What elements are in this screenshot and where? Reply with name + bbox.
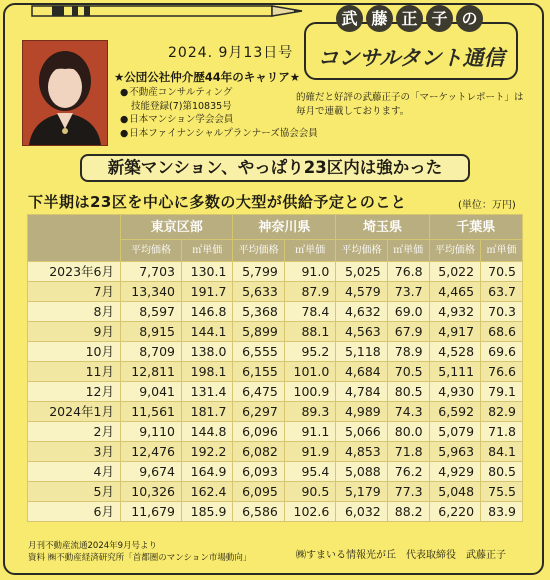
unit-price-cell: 88.1 [284, 322, 335, 342]
avg-price-cell: 11,561 [121, 402, 182, 422]
column-header: ㎡単価 [182, 240, 233, 262]
period-cell: 7月 [28, 282, 121, 302]
subtitle: 下半期は23区を中心に多数の大型が供給予定とのこと [28, 193, 407, 211]
unit-price-cell: 74.3 [387, 402, 429, 422]
credential-item: ● 日本ファイナンシャルプランナーズ協会会員 [120, 127, 318, 141]
unit-price-cell: 75.5 [481, 482, 523, 502]
period-cell: 2024年1月 [28, 402, 121, 422]
name-char: の [456, 5, 483, 32]
portrait-photo [22, 40, 108, 146]
author-name [336, 5, 483, 32]
credential-item: 技能登録(7)第10835号 [131, 100, 232, 112]
avg-price-cell: 4,528 [429, 342, 480, 362]
period-cell: 8月 [28, 302, 121, 322]
avg-price-cell: 4,929 [429, 462, 480, 482]
avg-price-cell: 12,811 [121, 362, 182, 382]
unit-price-cell: 76.6 [481, 362, 523, 382]
unit-price-cell: 138.0 [182, 342, 233, 362]
unit-price-cell: 144.8 [182, 422, 233, 442]
unit-price-cell: 95.4 [284, 462, 335, 482]
table-row [28, 482, 523, 502]
avg-price-cell: 5,048 [429, 482, 480, 502]
table-row [28, 362, 523, 382]
region-header: 埼玉県 [336, 215, 429, 240]
period-cell: 5月 [28, 482, 121, 502]
avg-price-cell: 8,709 [121, 342, 182, 362]
period-cell: 11月 [28, 362, 121, 382]
avg-price-cell: 4,684 [336, 362, 387, 382]
column-header: ㎡単価 [284, 240, 335, 262]
source-line: 資料 ㈱不動産経済研究所「首都圏のマンション市場動向」 [28, 552, 252, 563]
column-header: 平均価格 [121, 240, 182, 262]
column-header: 平均価格 [429, 240, 480, 262]
avg-price-cell: 6,475 [233, 382, 284, 402]
name-char: 正 [396, 5, 423, 32]
table-row [28, 322, 523, 342]
table-row [28, 422, 523, 442]
unit-price-cell: 71.8 [481, 422, 523, 442]
avg-price-cell: 6,586 [233, 502, 284, 522]
avg-price-cell: 10,326 [121, 482, 182, 502]
unit-price-cell: 71.8 [387, 442, 429, 462]
avg-price-cell: 5,079 [429, 422, 480, 442]
unit-price-cell: 80.0 [387, 422, 429, 442]
avg-price-cell: 6,032 [336, 502, 387, 522]
column-header: ㎡単価 [481, 240, 523, 262]
column-title: コンサルタント通信 [317, 46, 505, 70]
avg-price-cell: 6,555 [233, 342, 284, 362]
name-char: 藤 [366, 5, 393, 32]
period-cell: 12月 [28, 382, 121, 402]
avg-price-cell: 6,095 [233, 482, 284, 502]
table-row [28, 502, 523, 522]
unit-price-cell: 91.9 [284, 442, 335, 462]
avg-price-cell: 4,784 [336, 382, 387, 402]
avg-price-cell: 5,022 [429, 262, 480, 282]
unit-price-cell: 84.1 [481, 442, 523, 462]
company-signature: ㈱すまいる情報光が丘 代表取締役 武藤正子 [296, 550, 506, 561]
table-row [28, 382, 523, 402]
avg-price-cell: 4,853 [336, 442, 387, 462]
avg-price-cell: 5,963 [429, 442, 480, 462]
unit-price-cell: 162.4 [182, 482, 233, 502]
table-row [28, 462, 523, 482]
market-table [27, 214, 523, 522]
avg-price-cell: 5,088 [336, 462, 387, 482]
column-header: 平均価格 [233, 240, 284, 262]
avg-price-cell: 4,563 [336, 322, 387, 342]
table-row [28, 282, 523, 302]
avg-price-cell: 4,917 [429, 322, 480, 342]
period-cell: 4月 [28, 462, 121, 482]
region-header: 東京区部 [121, 215, 233, 240]
avg-price-cell: 4,465 [429, 282, 480, 302]
avg-price-cell: 5,179 [336, 482, 387, 502]
unit-price-cell: 78.4 [284, 302, 335, 322]
credential-item: ● 不動産コンサルティング [120, 86, 318, 100]
unit-price-cell: 144.1 [182, 322, 233, 342]
unit-price-cell: 146.8 [182, 302, 233, 322]
unit-price-cell: 91.1 [284, 422, 335, 442]
period-cell: 3月 [28, 442, 121, 462]
unit-price-cell: 130.1 [182, 262, 233, 282]
avg-price-cell: 4,930 [429, 382, 480, 402]
unit-price-cell: 73.7 [387, 282, 429, 302]
unit-price-cell: 164.9 [182, 462, 233, 482]
avg-price-cell: 5,368 [233, 302, 284, 322]
unit-price-cell: 79.1 [481, 382, 523, 402]
table-body [28, 262, 523, 522]
unit-price-cell: 185.9 [182, 502, 233, 522]
unit-price-cell: 70.3 [481, 302, 523, 322]
avg-price-cell: 6,096 [233, 422, 284, 442]
avg-price-cell: 4,632 [336, 302, 387, 322]
unit-price-cell: 91.0 [284, 262, 335, 282]
unit-price-cell: 191.7 [182, 282, 233, 302]
unit-price-cell: 68.6 [481, 322, 523, 342]
credentials-list [120, 86, 318, 140]
period-cell: 9月 [28, 322, 121, 342]
unit-price-cell: 80.5 [481, 462, 523, 482]
period-cell: 10月 [28, 342, 121, 362]
period-cell: 2023年6月 [28, 262, 121, 282]
unit-price-cell: 82.9 [481, 402, 523, 422]
avg-price-cell: 7,703 [121, 262, 182, 282]
avg-price-cell: 5,066 [336, 422, 387, 442]
avg-price-cell: 5,899 [233, 322, 284, 342]
unit-price-cell: 192.2 [182, 442, 233, 462]
unit-price-cell: 89.3 [284, 402, 335, 422]
unit-price-cell: 78.9 [387, 342, 429, 362]
period-cell: 2月 [28, 422, 121, 442]
table-row [28, 342, 523, 362]
unit-price-cell: 76.2 [387, 462, 429, 482]
unit-price-cell: 77.3 [387, 482, 429, 502]
pencil-icon [12, 0, 312, 22]
name-char: 子 [426, 5, 453, 32]
avg-price-cell: 4,932 [429, 302, 480, 322]
issue-date: 2024. 9月13日号 [168, 45, 294, 61]
avg-price-cell: 5,633 [233, 282, 284, 302]
table-corner [28, 215, 121, 262]
avg-price-cell: 5,025 [336, 262, 387, 282]
credential-item: ● 日本マンション学会会員 [120, 113, 318, 127]
avg-price-cell: 9,041 [121, 382, 182, 402]
table-row [28, 302, 523, 322]
avg-price-cell: 5,111 [429, 362, 480, 382]
unit-price-cell: 67.9 [387, 322, 429, 342]
unit-price-cell: 80.5 [387, 382, 429, 402]
unit-price-cell: 69.0 [387, 302, 429, 322]
unit-price-cell: 131.4 [182, 382, 233, 402]
unit-price-cell: 181.7 [182, 402, 233, 422]
avg-price-cell: 6,220 [429, 502, 480, 522]
period-cell: 6月 [28, 502, 121, 522]
unit-price-cell: 101.0 [284, 362, 335, 382]
table-row [28, 442, 523, 462]
source-note [28, 541, 251, 564]
avg-price-cell: 6,093 [233, 462, 284, 482]
unit-price-cell: 88.2 [387, 502, 429, 522]
career-line: ★公団公社仲介歴44年のキャリア★ [114, 70, 301, 84]
series-note: 的確だと好評の武藤正子の「マーケットレポート」は毎月で連載しております。 [296, 92, 524, 117]
avg-price-cell: 6,297 [233, 402, 284, 422]
avg-price-cell: 9,110 [121, 422, 182, 442]
unit-price-cell: 90.5 [284, 482, 335, 502]
unit-price-cell: 83.9 [481, 502, 523, 522]
column-header: 平均価格 [336, 240, 387, 262]
avg-price-cell: 5,799 [233, 262, 284, 282]
unit-price-cell: 63.7 [481, 282, 523, 302]
column-header: ㎡単価 [387, 240, 429, 262]
avg-price-cell: 8,915 [121, 322, 182, 342]
unit-price-cell: 95.2 [284, 342, 335, 362]
avg-price-cell: 12,476 [121, 442, 182, 462]
avg-price-cell: 5,118 [336, 342, 387, 362]
avg-price-cell: 9,674 [121, 462, 182, 482]
headline-banner: 新築マンション、やっぱり23区内は強かった [80, 154, 470, 182]
unit-price-cell: 69.6 [481, 342, 523, 362]
source-line: 月刊不動産流通2024年9月号より [28, 541, 158, 551]
unit-price-cell: 70.5 [387, 362, 429, 382]
unit-price-cell: 198.1 [182, 362, 233, 382]
avg-price-cell: 11,679 [121, 502, 182, 522]
unit-price-cell: 102.6 [284, 502, 335, 522]
unit-price-cell: 70.5 [481, 262, 523, 282]
unit-price-cell: 100.9 [284, 382, 335, 402]
unit-price-cell: 87.9 [284, 282, 335, 302]
avg-price-cell: 8,597 [121, 302, 182, 322]
region-header: 千葉県 [429, 215, 522, 240]
region-header: 神奈川県 [233, 215, 336, 240]
table-row [28, 262, 523, 282]
avg-price-cell: 13,340 [121, 282, 182, 302]
unit-label: (単位：万円) [458, 200, 516, 211]
name-char: 武 [336, 5, 363, 32]
avg-price-cell: 6,082 [233, 442, 284, 462]
avg-price-cell: 4,579 [336, 282, 387, 302]
avg-price-cell: 6,592 [429, 402, 480, 422]
avg-price-cell: 6,155 [233, 362, 284, 382]
avg-price-cell: 4,989 [336, 402, 387, 422]
table-row [28, 402, 523, 422]
unit-price-cell: 76.8 [387, 262, 429, 282]
